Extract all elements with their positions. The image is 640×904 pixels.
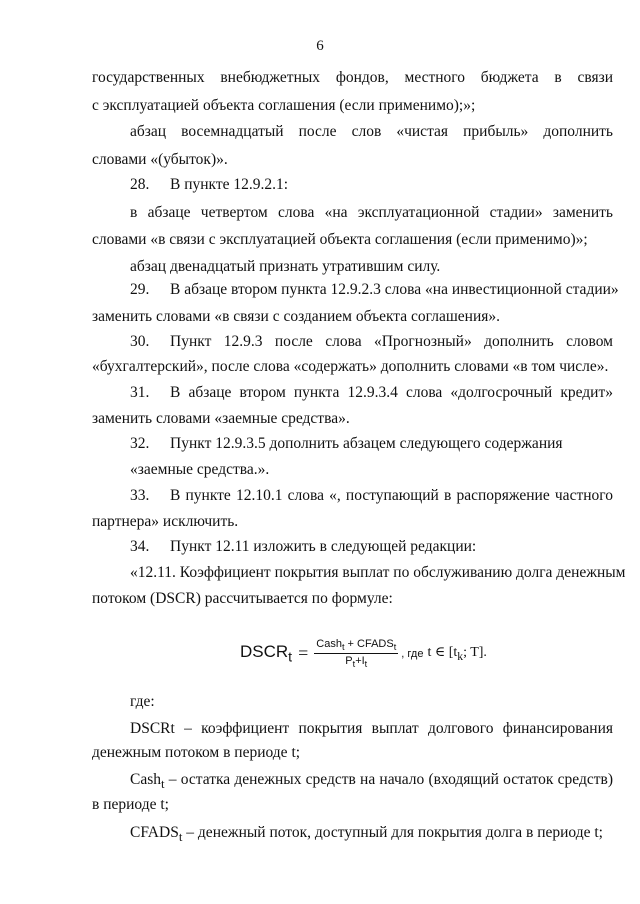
paragraph-line: государственных внебюджетных фондов, местного бюджета в связи — [92, 69, 613, 86]
page-number: 6 — [316, 38, 324, 54]
list-item-34: 34. Пункт 12.11 изложить в следующей редакции: — [130, 538, 477, 555]
item-number: 29. — [130, 281, 150, 298]
dscr-formula — [240, 638, 487, 669]
list-item-32: 32. Пункт 12.9.3.5 дополнить абзацем следующего содержания — [130, 435, 563, 452]
paragraph-line: абзац двенадцатый признать утратившим силу. — [130, 258, 441, 275]
item-number: 31. — [130, 384, 150, 401]
paragraph-line: «12.11. Коэффициент покрытия выплат по обслуживанию долга денежным — [130, 564, 626, 581]
list-item-28: 28. В пункте 12.9.2.1: — [130, 176, 289, 193]
list-item-31: 31. В абзаце втором пункта 12.9.3.4 слова «долгосрочный кредит» — [130, 384, 613, 401]
definition-cfads: $CFADS_t$ – денежный поток, доступный для покрытия долга в периоде t; — [130, 824, 603, 845]
paragraph-line: абзац восемнадцатый после слов «чистая прибыль» дополнить — [130, 123, 613, 140]
paragraph-line: с эксплуатацией объекта соглашения (если применимо);»; — [92, 97, 476, 114]
paragraph-line: заменить словами «заемные средства». — [92, 410, 350, 427]
item-number: 30. — [130, 333, 150, 350]
definition-cash: Cash$_t$ – остатка денежных средств на начало (входящий остаток средств) — [130, 771, 613, 792]
paragraph-line: «бухгалтерский», после слова «содержать» дополнить словами «в том числе». — [92, 358, 609, 375]
formula-numerator: Cash$_t$ + $CFADS_t$ — [316, 638, 397, 653]
paragraph-line: в абзаце четвертом слова «на эксплуатационной стадии» заменить — [130, 204, 613, 221]
item-number: 28. — [130, 176, 150, 193]
paragraph-line: партнера» исключить. — [92, 513, 239, 530]
formula-lhs: $DSCR_t$ — [240, 641, 293, 666]
list-item-29: 29. В абзаце втором пункта 12.9.2.3 слова «на инвестиционной стадии» — [130, 281, 619, 298]
formula-domain: t ∈ [$t_k$; T]. — [427, 645, 487, 664]
formula-denominator: $P_t+I_t$ — [345, 655, 368, 670]
item-number: 34. — [130, 538, 150, 555]
paragraph-line: «заемные средства.». — [130, 461, 270, 478]
list-item-33: 33. В пункте 12.10.1 слова «, поступающий в распоряжение частного — [130, 487, 613, 504]
paragraph-line: в периоде t; — [92, 796, 169, 813]
formula-fraction — [314, 638, 398, 669]
formula-equals: = — [298, 643, 309, 664]
paragraph-line: заменить словами «в связи с созданием объекта соглашения». — [92, 308, 501, 325]
item-number: 33. — [130, 487, 150, 504]
formula-where: , где — [401, 647, 424, 660]
definition-dscr: DSCRt – коэффициент покрытия выплат долгового финансирования — [130, 720, 613, 737]
paragraph-line: где: — [130, 693, 155, 710]
paragraph-line: словами «(убыток)». — [92, 151, 228, 168]
list-item-30: 30. Пункт 12.9.3 после слова «Прогнозный» дополнить словом — [130, 333, 613, 350]
paragraph-line: потоком (DSCR) рассчитывается по формуле: — [92, 590, 393, 607]
paragraph-line: словами «в связи с эксплуатацией объекта соглашения (если применимо)»; — [92, 231, 588, 248]
paragraph-line: денежным потоком в периоде t; — [92, 744, 301, 761]
item-number: 32. — [130, 435, 150, 452]
